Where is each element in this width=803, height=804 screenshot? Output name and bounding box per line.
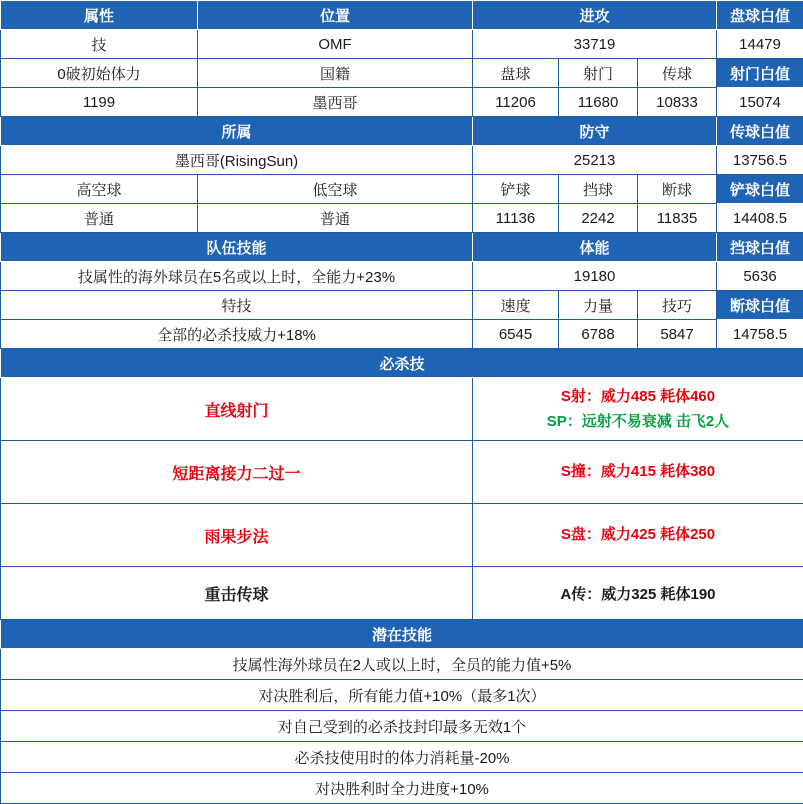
potential-skill-row: [1, 711, 803, 742]
special-skill-effect: [473, 441, 803, 504]
steal-label: 断球: [638, 175, 717, 204]
tackle-label: 铲球: [473, 175, 559, 204]
potential-skill-row: [1, 773, 803, 804]
table-row-header-5: [1, 620, 803, 649]
header-steal-white: 断球白值: [717, 291, 803, 320]
pass-value: 10833: [638, 88, 717, 117]
table-row-3: [1, 88, 803, 117]
header-offense: 进攻: [473, 1, 717, 30]
potential-skill-text: 对决胜利时全力进度+10%: [1, 773, 803, 804]
special-skill-name: 短距离接力二过一: [1, 441, 473, 504]
table-row-header-1: [1, 1, 803, 30]
stamina-total-value: 19180: [473, 262, 717, 291]
header-affiliation: 所属: [1, 117, 473, 146]
potential-skill-text: 对自己受到的必杀技封印最多无效1个: [1, 711, 803, 742]
table-row-4: [1, 146, 803, 175]
shoot-value: 11680: [559, 88, 638, 117]
speed-label: 速度: [473, 291, 559, 320]
affiliation-value: 墨西哥(RisingSun): [1, 146, 473, 175]
header-shoot-white: 射门白值: [717, 59, 803, 88]
block-value: 2242: [559, 204, 638, 233]
dribble-white-value: 14479: [717, 30, 803, 59]
special-skill-name: 重击传球: [1, 567, 473, 620]
header-tackle-white: 铲球白值: [717, 175, 803, 204]
low-ball-value: 普通: [198, 204, 473, 233]
high-ball-label: 高空球: [1, 175, 198, 204]
table-row-header-4: [1, 349, 803, 378]
potential-skill-text: 技属性海外球员在2人或以上时，全员的能力值+5%: [1, 649, 803, 680]
special-skill-name: 直线射门: [1, 378, 473, 441]
header-attribute: 属性: [1, 1, 198, 30]
nationality-value: 墨西哥: [198, 88, 473, 117]
zero-break-stamina-label: 0破初始体力: [1, 59, 198, 88]
table-row-8: [1, 291, 803, 320]
header-position: 位置: [198, 1, 473, 30]
table-row-2: [1, 59, 803, 88]
position-value: OMF: [198, 30, 473, 59]
potential-skill-row: [1, 649, 803, 680]
pass-label: 传球: [638, 59, 717, 88]
special-skill-effect-main: S射：威力485 耗体460: [475, 384, 801, 410]
power-value: 6788: [559, 320, 638, 349]
potential-skill-row: [1, 742, 803, 773]
header-potential-skills: 潜在技能: [1, 620, 803, 649]
header-stamina: 体能: [473, 233, 717, 262]
tackle-value: 11136: [473, 204, 559, 233]
special-skill-row: [1, 441, 803, 504]
zero-break-stamina-value: 1199: [1, 88, 198, 117]
table-row-1: [1, 30, 803, 59]
attribute-value: 技: [1, 30, 198, 59]
special-ability-label: 特技: [1, 291, 473, 320]
header-special-skills: 必杀技: [1, 349, 803, 378]
header-team-skill: 队伍技能: [1, 233, 473, 262]
special-skill-row: [1, 504, 803, 567]
header-pass-white: 传球白值: [717, 117, 803, 146]
table-row-7: [1, 262, 803, 291]
offense-value: 33719: [473, 30, 717, 59]
technique-label: 技巧: [638, 291, 717, 320]
shoot-label: 射门: [559, 59, 638, 88]
special-skill-effect-main: S撞：威力415 耗体380: [475, 459, 801, 485]
speed-value: 6545: [473, 320, 559, 349]
block-label: 挡球: [559, 175, 638, 204]
dribble-value: 11206: [473, 88, 559, 117]
table-row-9: [1, 320, 803, 349]
special-skill-row: [1, 378, 803, 441]
special-skill-effect: [473, 504, 803, 567]
technique-value: 5847: [638, 320, 717, 349]
special-skill-effect-main: S盘：威力425 耗体250: [475, 522, 801, 548]
block-white-value: 5636: [717, 262, 803, 291]
special-skill-name: 雨果步法: [1, 504, 473, 567]
special-skill-effect-main: A传：威力325 耗体190: [560, 586, 715, 603]
special-skill-effect: [473, 378, 803, 441]
shoot-white-value: 15074: [717, 88, 803, 117]
table-row-5: [1, 175, 803, 204]
potential-skill-text: 对决胜利后，所有能力值+10%（最多1次）: [1, 680, 803, 711]
table-row-header-3: [1, 233, 803, 262]
header-defense: 防守: [473, 117, 717, 146]
special-ability-text: 全部的必杀技威力+18%: [1, 320, 473, 349]
potential-skill-text: 必杀技使用时的体力消耗量-20%: [1, 742, 803, 773]
special-skill-effect-sub: SP：远射不易衰减 击飞2人: [475, 409, 801, 435]
potential-skill-row: [1, 680, 803, 711]
header-block-white: 挡球白值: [717, 233, 803, 262]
high-ball-value: 普通: [1, 204, 198, 233]
team-skill-text: 技属性的海外球员在5名或以上时，全能力+23%: [1, 262, 473, 291]
table-row-header-2: [1, 117, 803, 146]
header-dribble-white: 盘球白值: [717, 1, 803, 30]
nationality-label: 国籍: [198, 59, 473, 88]
power-label: 力量: [559, 291, 638, 320]
special-skill-effect: [473, 567, 803, 620]
tackle-white-value: 14408.5: [717, 204, 803, 233]
defense-value: 25213: [473, 146, 717, 175]
dribble-label: 盘球: [473, 59, 559, 88]
special-skill-row: [1, 567, 803, 620]
pass-white-value: 13756.5: [717, 146, 803, 175]
steal-white-value: 14758.5: [717, 320, 803, 349]
low-ball-label: 低空球: [198, 175, 473, 204]
table-row-6: [1, 204, 803, 233]
steal-value: 11835: [638, 204, 717, 233]
